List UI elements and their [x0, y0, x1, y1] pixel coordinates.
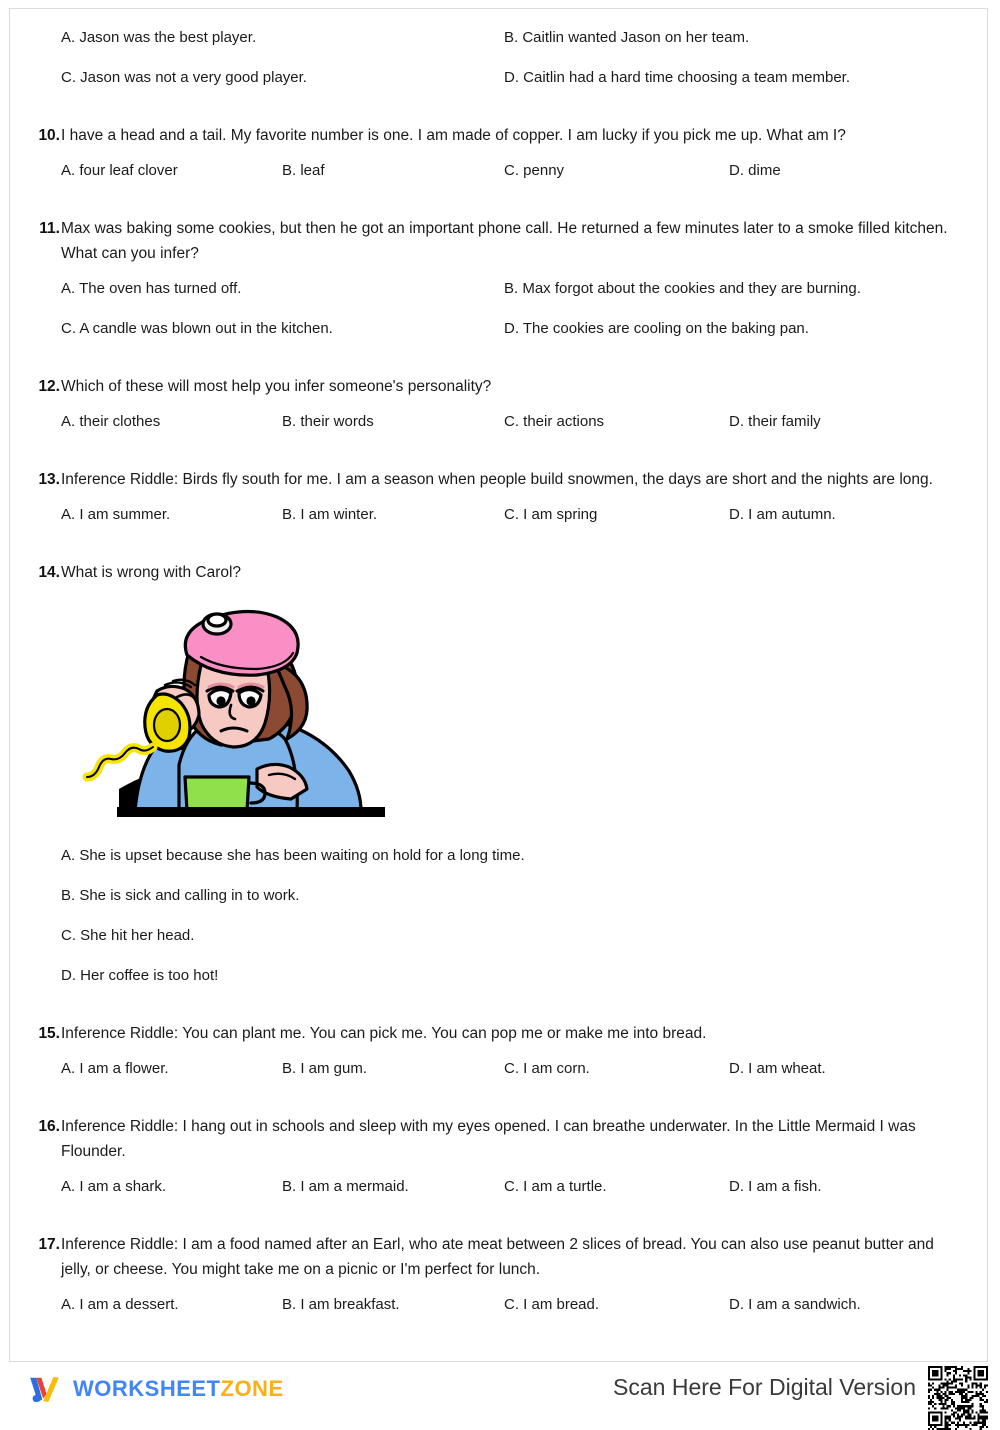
answer-option[interactable]: B. their words [282, 413, 374, 430]
answer-option[interactable]: C. I am corn. [504, 1060, 590, 1077]
answer-row [61, 504, 979, 544]
question-stem [10, 467, 989, 492]
answer-options [61, 160, 979, 200]
answer-option[interactable]: B. Max forgot about the cookies and they are burning. [504, 280, 861, 297]
answer-option[interactable]: D. Her coffee is too hot! [61, 967, 219, 984]
question-number: 12. [38, 378, 60, 395]
worksheet-zone-logo[interactable] [25, 1370, 284, 1408]
worksheet-content [10, 9, 989, 1334]
question-block [10, 560, 989, 1005]
question-number: 13. [38, 471, 60, 488]
question-stem [10, 374, 989, 399]
question-block [10, 27, 989, 107]
question-stem [10, 216, 989, 266]
answer-option[interactable]: D. dime [729, 162, 781, 179]
answer-row [61, 160, 979, 200]
qr-code-canvas [928, 1366, 988, 1430]
answer-options [61, 278, 979, 358]
answer-row [61, 1294, 979, 1334]
answer-option[interactable]: A. I am a shark. [61, 1178, 167, 1195]
question-number: 10. [38, 127, 60, 144]
question-stem [10, 1021, 989, 1046]
answer-option[interactable]: A. I am a flower. [61, 1060, 169, 1077]
answer-option[interactable]: C. I am bread. [504, 1296, 600, 1313]
worksheet-page-frame [9, 8, 988, 1362]
answer-option[interactable]: D. I am wheat. [729, 1060, 826, 1077]
question-text: I have a head and a tail. My favorite number is one. I am made of copper. I am lucky if you pick me up. What am I? [61, 127, 846, 144]
question-block [10, 1232, 989, 1334]
question-number: 14. [38, 564, 60, 581]
worksheet-zone-logo-text [73, 1376, 284, 1402]
answer-row [61, 67, 979, 107]
answer-option[interactable]: B. I am a mermaid. [282, 1178, 409, 1195]
answer-options [61, 411, 979, 451]
brand-word-zone: ZONE [220, 1376, 284, 1401]
answer-row [61, 885, 979, 925]
question-block [10, 1114, 989, 1216]
question-stem [10, 560, 989, 585]
question-text: Max was baking some cookies, but then he got an important phone call. He returned a few minutes later to a smoke filled kitchen. What can you infer? [61, 220, 948, 262]
answer-option[interactable]: C. A candle was blown out in the kitchen. [61, 320, 333, 337]
answer-options [61, 845, 979, 1005]
question-number: 11. [39, 220, 60, 237]
answer-row [61, 278, 979, 318]
scan-here-label: Scan Here For Digital Version [613, 1374, 916, 1400]
page-footer [9, 1366, 988, 1414]
answer-row [61, 845, 979, 885]
answer-option[interactable]: C. their actions [504, 413, 605, 430]
answer-option[interactable]: A. Jason was the best player. [61, 29, 257, 46]
question-number: 17. [38, 1236, 60, 1253]
answer-option[interactable]: A. I am summer. [61, 506, 171, 523]
answer-options [61, 504, 979, 544]
answer-option[interactable]: D. I am a sandwich. [729, 1296, 861, 1313]
answer-option[interactable]: A. four leaf clover [61, 162, 178, 179]
answer-option[interactable]: C. Jason was not a very good player. [61, 69, 307, 86]
question-stem [10, 1114, 989, 1164]
brand-word-worksheet: WORKSHEET [73, 1376, 221, 1401]
answer-option[interactable]: C. She hit her head. [61, 927, 195, 944]
answer-option[interactable]: A. She is upset because she has been waiting on hold for a long time. [61, 847, 525, 864]
question-stem [10, 1232, 989, 1282]
answer-option[interactable]: A. their clothes [61, 413, 161, 430]
question-block [10, 1021, 989, 1098]
answer-option[interactable]: B. I am breakfast. [282, 1296, 400, 1313]
answer-row [61, 318, 979, 358]
answer-row [61, 27, 979, 67]
sick-woman-on-phone-illustration [61, 599, 391, 829]
answer-option[interactable]: C. penny [504, 162, 565, 179]
question-text: What is wrong with Carol? [61, 564, 242, 581]
answer-row [61, 1058, 979, 1098]
answer-option[interactable]: B. Caitlin wanted Jason on her team. [504, 29, 750, 46]
question-text: Inference Riddle: I am a food named after an Earl, who ate meat between 2 slices of bread. You can also use peanut butter and jelly, or cheese. You might take me on a picnic or I'm perfect for lunch. [61, 1236, 934, 1278]
question-text: Which of these will most help you infer someone's personality? [61, 378, 492, 395]
answer-row [61, 925, 979, 965]
answer-row [61, 965, 979, 1005]
question-number: 16. [38, 1118, 60, 1135]
answer-option[interactable]: C. I am a turtle. [504, 1178, 607, 1195]
answer-row [61, 1176, 979, 1216]
question-text: Inference Riddle: You can plant me. You can pick me. You can pop me or make me into bread. [61, 1025, 707, 1042]
answer-option[interactable]: A. The oven has turned off. [61, 280, 242, 297]
question-text: Inference Riddle: Birds fly south for me. I am a season when people build snowmen, the days are short and the nights are long. [61, 471, 933, 488]
answer-option[interactable]: B. leaf [282, 162, 325, 179]
question-block [10, 374, 989, 451]
question-block [10, 123, 989, 200]
answer-option[interactable]: C. I am spring [504, 506, 598, 523]
answer-option[interactable]: D. I am autumn. [729, 506, 836, 523]
answer-option[interactable]: B. I am gum. [282, 1060, 368, 1077]
answer-option[interactable]: B. She is sick and calling in to work. [61, 887, 300, 904]
answer-option[interactable]: D. their family [729, 413, 821, 430]
question-number: 15. [38, 1025, 60, 1042]
answer-option[interactable]: B. I am winter. [282, 506, 378, 523]
answer-options [61, 27, 979, 107]
answer-options [61, 1058, 979, 1098]
question-figure [61, 599, 989, 829]
question-block [10, 216, 989, 358]
question-block [10, 467, 989, 544]
answer-options [61, 1176, 979, 1216]
answer-option[interactable]: D. The cookies are cooling on the baking pan. [504, 320, 809, 337]
answer-option[interactable]: D. I am a fish. [729, 1178, 822, 1195]
qr-code[interactable] [928, 1366, 988, 1430]
worksheet-zone-logo-mark [25, 1370, 63, 1408]
answer-option[interactable]: D. Caitlin had a hard time choosing a team member. [504, 69, 851, 86]
question-stem [10, 123, 989, 148]
answer-option[interactable]: A. I am a dessert. [61, 1296, 179, 1313]
answer-options [61, 1294, 979, 1334]
question-text: Inference Riddle: I hang out in schools and sleep with my eyes opened. I can breathe underwater. In the Little Mermaid I was Flounder. [61, 1118, 916, 1160]
answer-row [61, 411, 979, 451]
